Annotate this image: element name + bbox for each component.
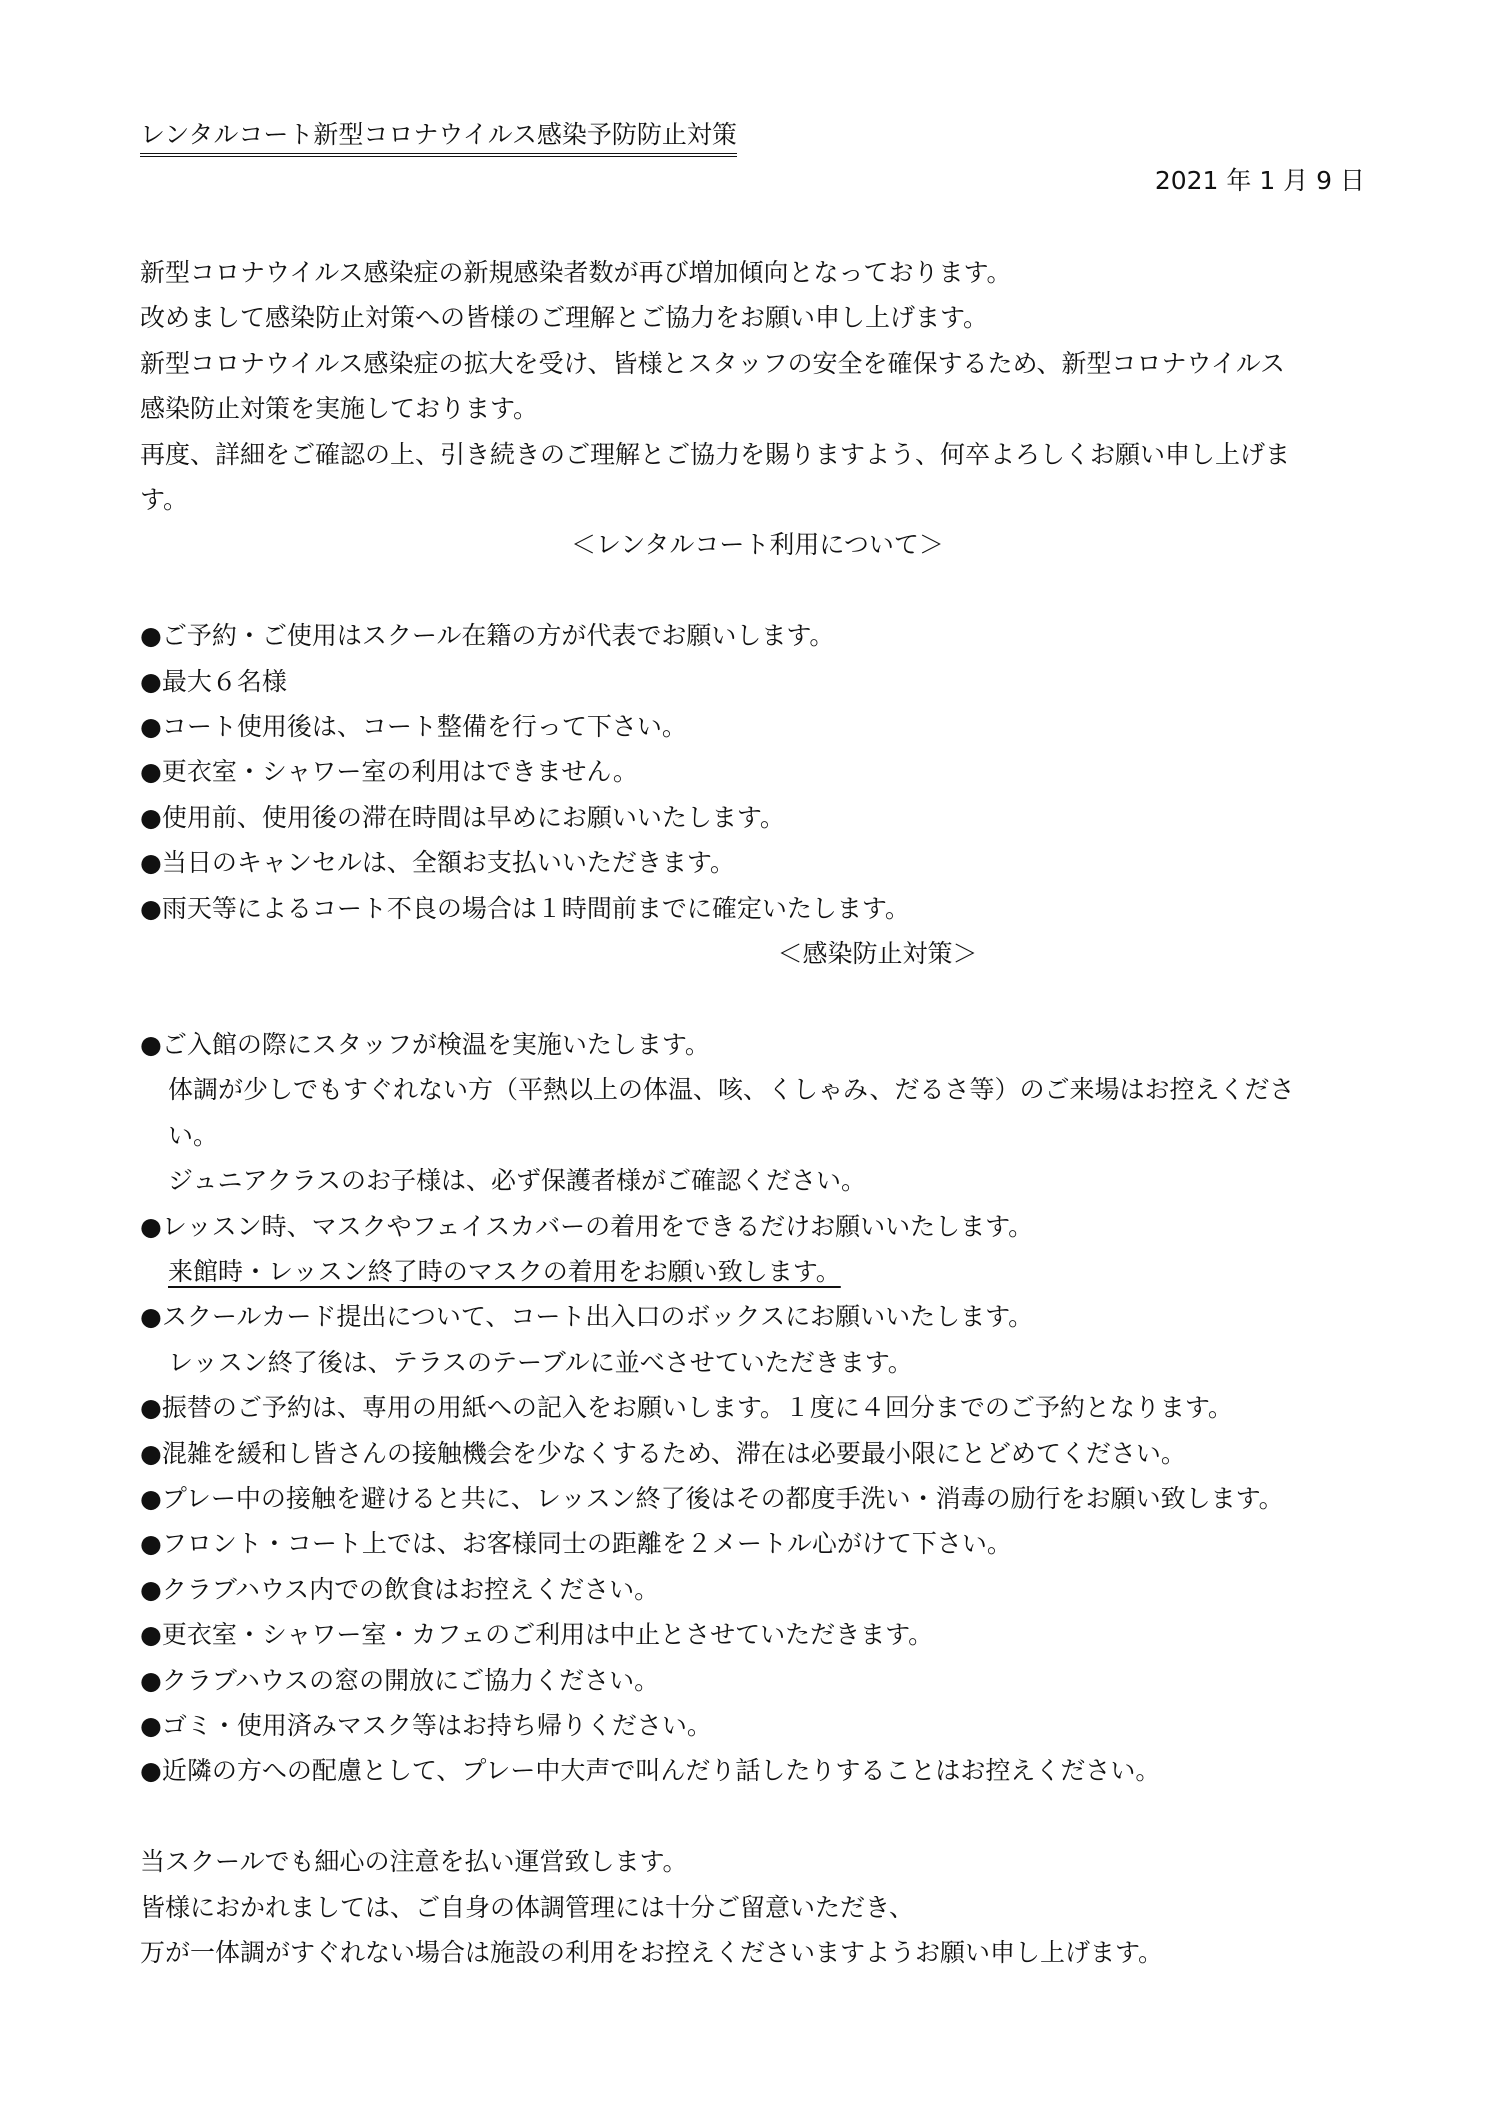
list-item: ●振替のご予約は、専用の用紙への記入をお願いします。１度に４回分までのご予約となります。 <box>140 1393 1233 1423</box>
section-infection-prevention <box>140 931 1375 1794</box>
list-item: ●ゴミ・使用済みマスク等はお持ち帰りください。 <box>140 1710 712 1740</box>
list-item: ●最大６名様 <box>140 666 287 696</box>
intro-paragraph <box>140 250 1375 522</box>
list-item: ●クラブハウス内での飲食はお控えください。 <box>140 1574 660 1604</box>
list-item: ●プレー中の接触を避けると共に、レッスン終了後はその都度手洗い・消毒の励行をお願い致します。 <box>140 1483 1284 1513</box>
list-item: ●更衣室・シャワー室・カフェのご利用は中止とさせていただきます。 <box>140 1620 934 1650</box>
blank-line <box>140 976 1375 1021</box>
blank-line <box>140 568 1375 613</box>
section-heading-infection-prevention: ＜感染防止対策＞ <box>777 939 978 969</box>
section-heading-rental-court: ＜レンタルコート利用について＞ <box>571 530 944 560</box>
closing-line: 万が一体調がすぐれない場合は施設の利用をお控えくださいますようお願い申し上げます。 <box>140 1937 1164 1967</box>
list-item: ●ご予約・ご使用はスクール在籍の方が代表でお願いします。 <box>140 621 835 651</box>
closing-line: 当スクールでも細心の注意を払い運営致します。 <box>140 1847 688 1877</box>
list-item: ●使用前、使用後の滞在時間は早めにお願いいたします。 <box>140 802 785 832</box>
blank-line <box>140 1794 1375 1839</box>
intro-line: 改めまして感染防止対策への皆様のご理解とご協力をお願い申し上げます。 <box>140 303 989 333</box>
list-item: ●フロント・コート上では、お客様同士の距離を２メートル心がけて下さい。 <box>140 1529 1012 1559</box>
underlined-note: 来館時・レッスン終了時のマスクの着用をお願い致します。 <box>168 1256 841 1286</box>
intro-line: す。 <box>140 485 189 515</box>
list-item-continuation: 体調が少しでもすぐれない方（平熱以上の体温、咳、くしゃみ、だるさ等）のご来場はお控えくださ <box>168 1075 1295 1105</box>
list-item: ●コート使用後は、コート整備を行って下さい。 <box>140 712 687 742</box>
list-item-continuation: ジュニアクラスのお子様は、必ず保護者様がご確認ください。 <box>168 1166 867 1196</box>
list-item: ●雨天等によるコート不良の場合は１時間前までに確定いたします。 <box>140 893 910 923</box>
list-item: ●ご入館の際にスタッフが検温を実施いたします。 <box>140 1029 710 1059</box>
list-item: ●スクールカード提出について、コート出入口のボックスにお願いいたします。 <box>140 1302 1034 1332</box>
list-item: ●近隣の方への配慮として、プレー中大声で叫んだり話したりすることはお控えください。 <box>140 1756 1161 1786</box>
list-item-continuation: い。 <box>168 1120 219 1150</box>
list-item: ●更衣室・シャワー室の利用はできません。 <box>140 757 638 787</box>
document-date: 2021 年 1 月 9 日 <box>1154 166 1365 195</box>
intro-line: 新型コロナウイルス感染症の新規感染者数が再び増加傾向となっております。 <box>140 258 1012 287</box>
document-body <box>140 250 1375 1975</box>
intro-line: 新型コロナウイルス感染症の拡大を受け、皆様とスタッフの安全を確保するため、新型コロナウイルス <box>140 348 1286 378</box>
list-item: ●クラブハウスの窓の開放にご協力ください。 <box>140 1665 660 1695</box>
list-item: ●混雑を緩和し皆さんの接触機会を少なくするため、滞在は必要最小限にとどめてください。 <box>140 1438 1186 1468</box>
list-item: ●当日のキャンセルは、全額お支払いいただきます。 <box>140 848 735 878</box>
closing-paragraph <box>140 1839 1375 1975</box>
closing-line: 皆様におかれましては、ご自身の体調管理には十分ご留意いただき、 <box>140 1892 915 1922</box>
list-item-continuation: レッスン終了後は、テラスのテーブルに並べさせていただきます。 <box>168 1347 913 1377</box>
section-rental-court <box>140 522 1375 931</box>
intro-line: 再度、詳細をご確認の上、引き続きのご理解とご協力を賜りますよう、何卒よろしくお願い申し上げま <box>140 439 1291 469</box>
document-title: レンタルコート新型コロナウイルス感染予防防止対策 <box>140 118 737 157</box>
intro-line: 感染防止対策を実施しております。 <box>140 394 539 424</box>
list-item-continuation-underlined <box>140 1249 1375 1294</box>
list-item: ●レッスン時、マスクやフェイスカバーの着用をできるだけお願いいたします。 <box>140 1211 1034 1241</box>
